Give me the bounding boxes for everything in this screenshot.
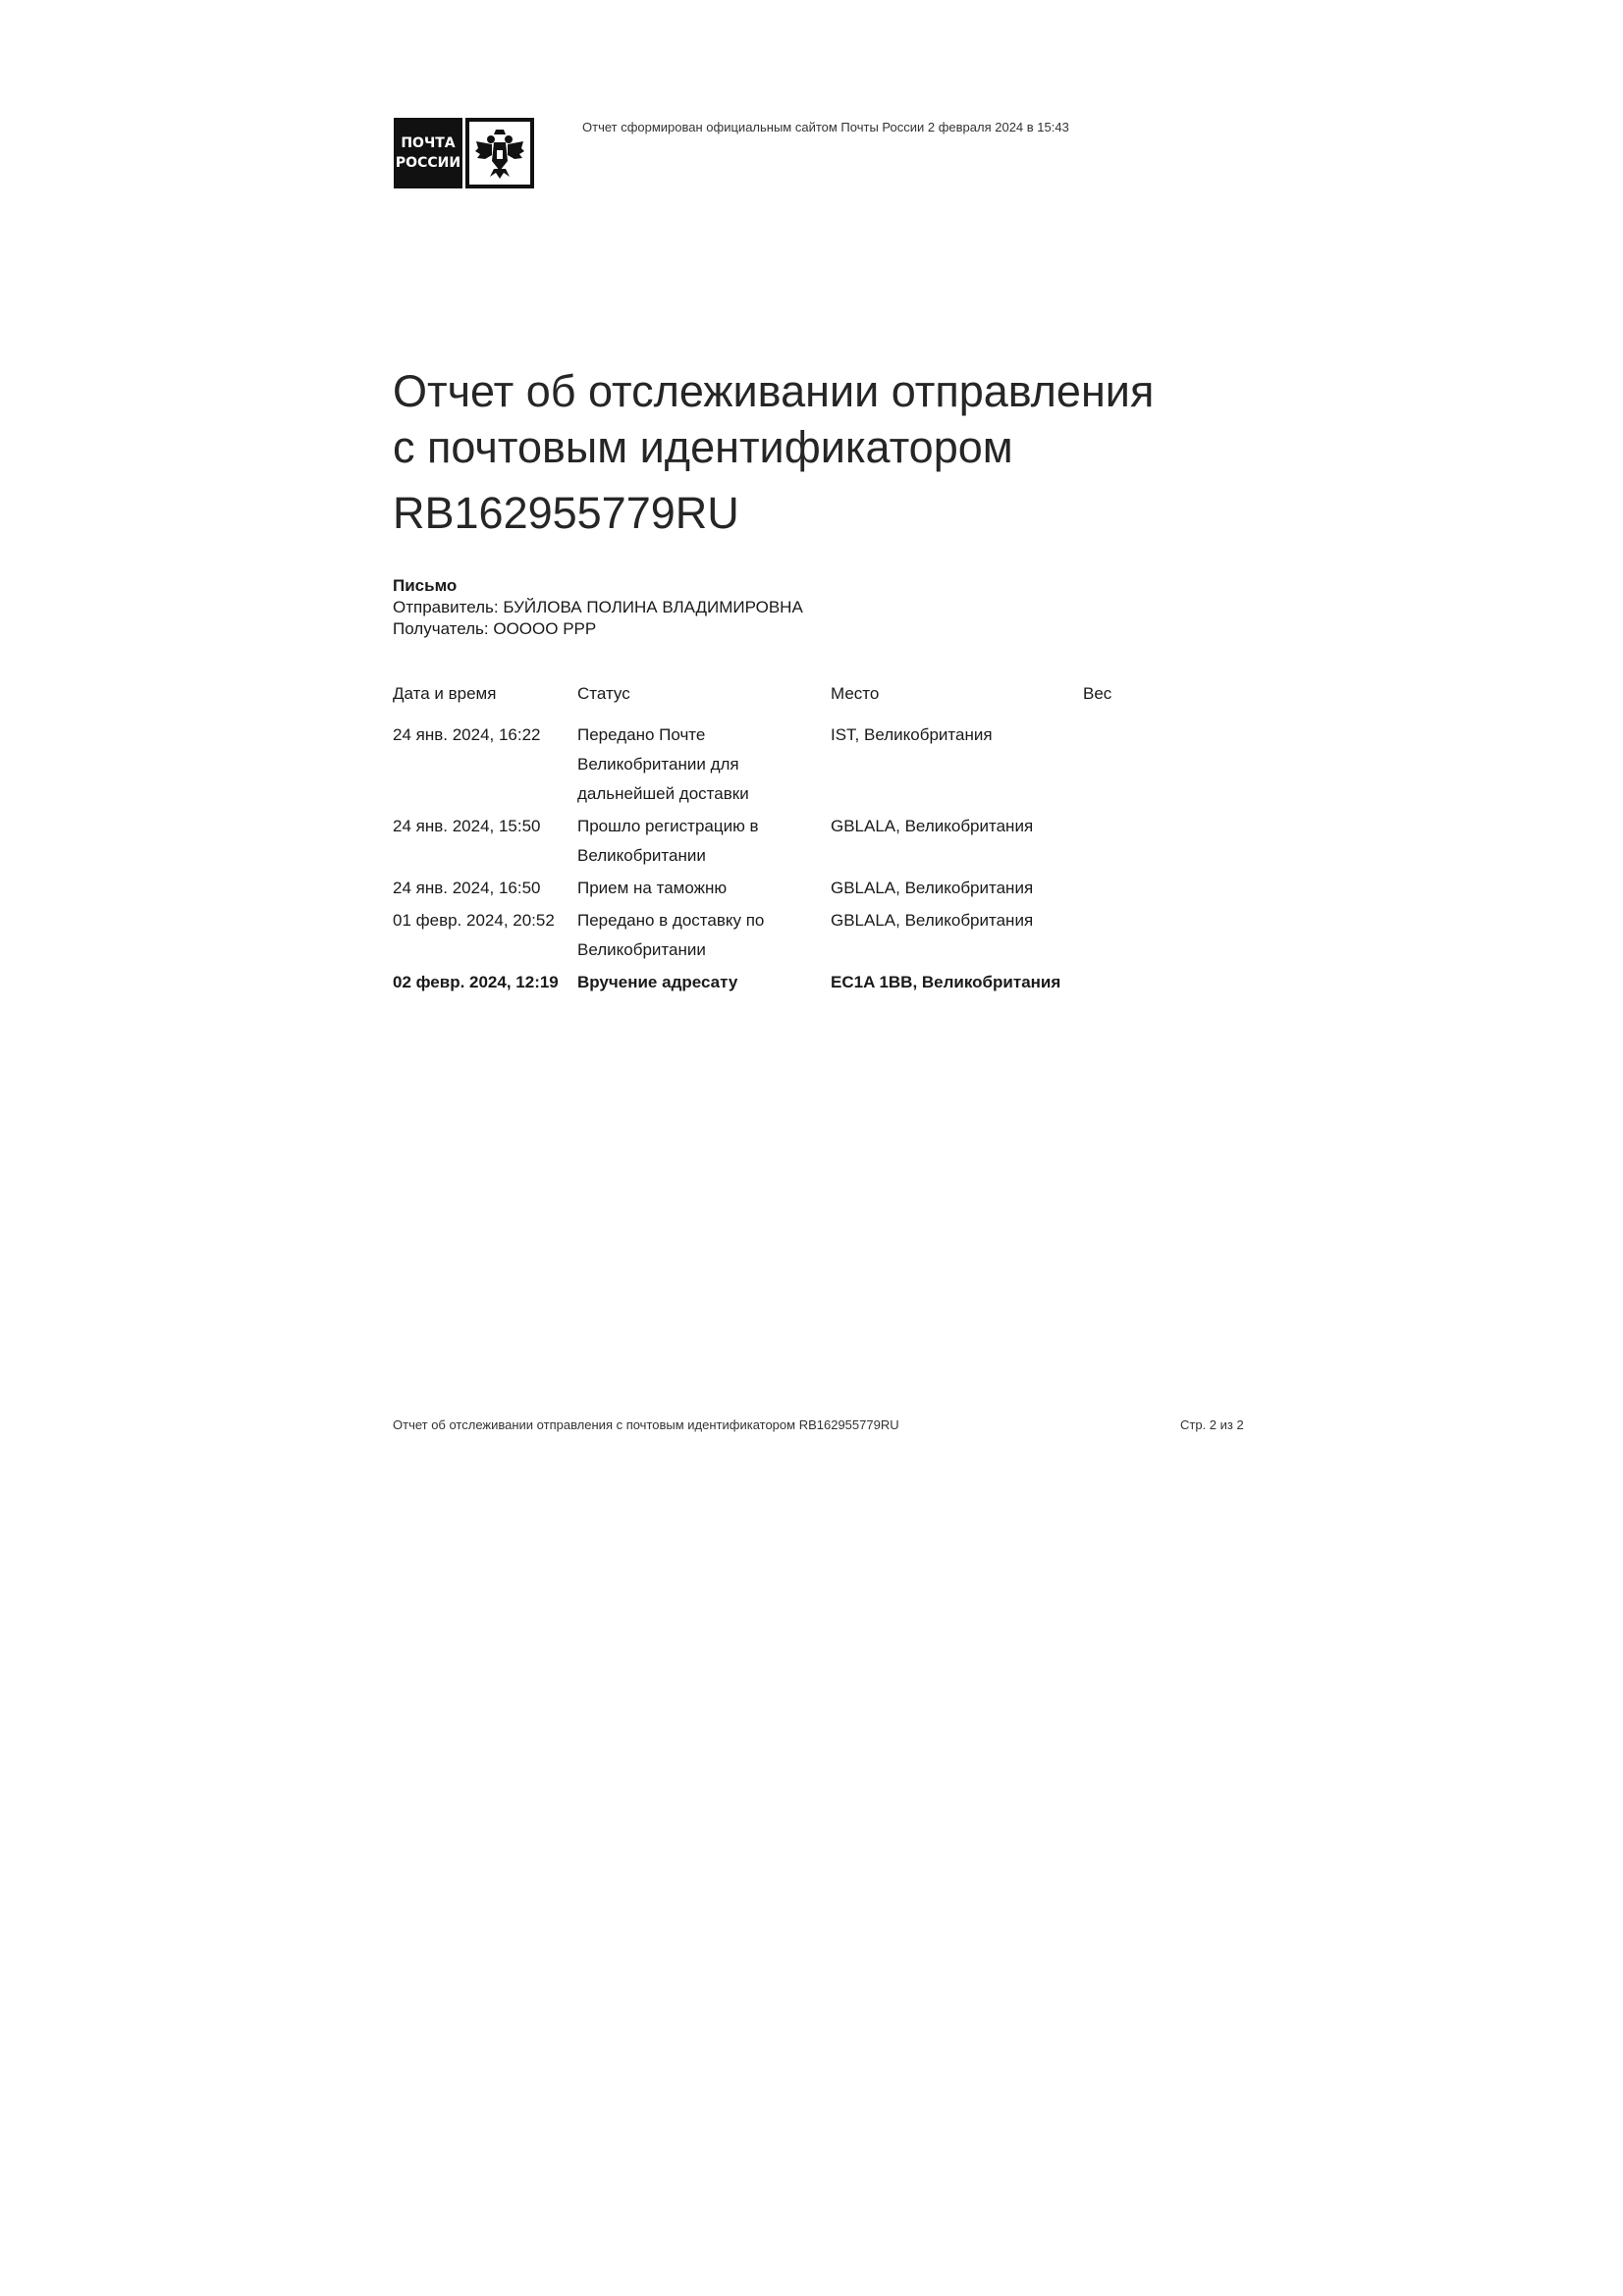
event-weight — [1083, 721, 1237, 809]
table-row-delivered — [393, 968, 1237, 997]
column-header-place: Место — [831, 684, 880, 703]
event-place: IST, Великобритания — [831, 725, 993, 744]
table-header — [393, 679, 1237, 709]
event-datetime: 24 янв. 2024, 16:50 — [393, 879, 541, 897]
event-status: Прошло регистрацию в Великобритании — [577, 817, 759, 865]
table-row — [393, 812, 1237, 871]
event-datetime: 24 янв. 2024, 16:22 — [393, 725, 541, 744]
event-datetime: 24 янв. 2024, 15:50 — [393, 817, 541, 835]
event-datetime: 02 февр. 2024, 12:19 — [393, 973, 559, 991]
title-line-2: с почтовым идентификатором — [393, 422, 1013, 472]
column-header-status: Статус — [577, 684, 630, 703]
event-place: GBLALA, Великобритания — [831, 817, 1034, 835]
page-title — [393, 363, 1276, 541]
event-weight — [1083, 874, 1237, 903]
tracking-id: RB162955779RU — [393, 488, 739, 538]
report-generated-note: Отчет сформирован официальным сайтом Почты России 2 февраля 2024 в 15:43 — [582, 120, 1069, 134]
table-row — [393, 721, 1237, 809]
column-header-datetime: Дата и время — [393, 684, 497, 703]
footer-page-number: Стр. 2 из 2 — [1180, 1417, 1244, 1432]
table-row — [393, 874, 1237, 903]
event-place: GBLALA, Великобритания — [831, 911, 1034, 930]
event-datetime: 01 февр. 2024, 20:52 — [393, 911, 555, 930]
logo-text-line-1: ПОЧТА — [401, 135, 456, 151]
sender: Отправитель: БУЙЛОВА ПОЛИНА ВЛАДИМИРОВНА — [393, 598, 803, 616]
table-row — [393, 906, 1237, 965]
event-status: Передано в доставку по Великобритании — [577, 911, 765, 959]
pochta-rossii-logo — [394, 118, 534, 188]
shipment-kind: Письмо — [393, 576, 458, 595]
event-status: Прием на таможню — [577, 879, 728, 897]
event-status: Вручение адресату — [577, 973, 738, 991]
event-weight — [1083, 906, 1237, 965]
event-weight — [1083, 812, 1237, 871]
event-status: Передано Почте Великобритании для дальнейшей доставки — [577, 725, 749, 803]
column-header-weight: Вес — [1083, 684, 1112, 703]
footer-document-title: Отчет об отслеживании отправления с почтовым идентификатором RB162955779RU — [393, 1417, 899, 1432]
event-place: EC1A 1BB, Великобритания — [831, 973, 1061, 991]
title-line-1: Отчет об отслеживании отправления — [393, 366, 1155, 416]
shipment-info — [393, 575, 803, 640]
recipient: Получатель: ООООО PPP — [393, 619, 597, 638]
logo-text-line-2: РОССИИ — [395, 155, 461, 171]
event-weight — [1083, 968, 1237, 997]
tracking-events-table — [393, 679, 1237, 1000]
event-place: GBLALA, Великобритания — [831, 879, 1034, 897]
